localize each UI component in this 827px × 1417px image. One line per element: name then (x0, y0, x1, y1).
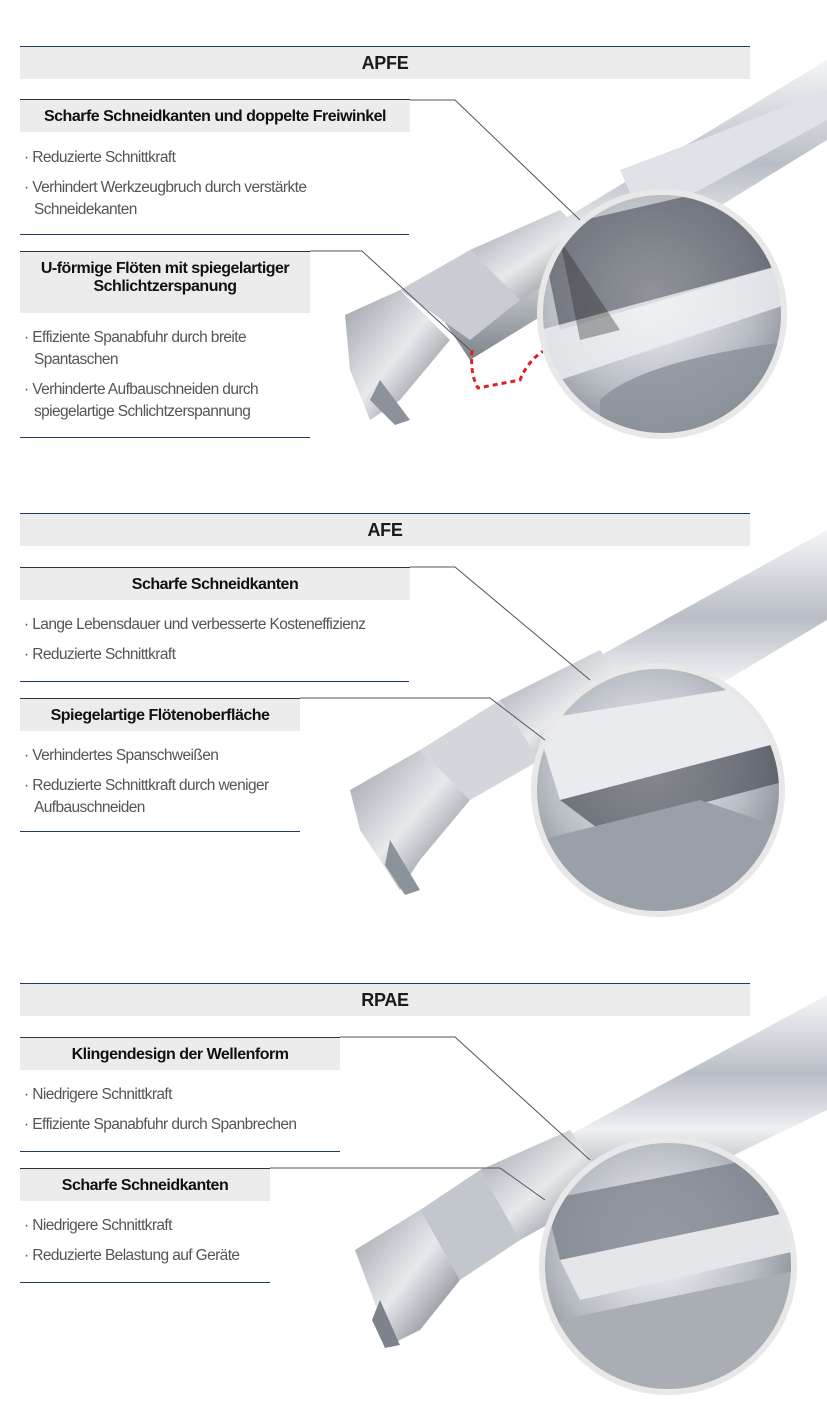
list-item: · Reduzierte Schnittkraft (20, 644, 420, 666)
divider (20, 681, 409, 682)
list-item: · Reduzierte Schnittkraft durch weniger Aufbauschneiden (20, 775, 315, 819)
feature-list (20, 327, 315, 431)
feature-heading: Scharfe Schneidkanten und doppelte Freiwinkel (20, 99, 410, 132)
feature-list (20, 1215, 280, 1275)
list-item: · Verhindertes Spanschweißen (20, 745, 315, 767)
list-item: · Reduzierte Belastung auf Geräte (20, 1245, 280, 1267)
list-item: · Verhindert Werkzeugbruch durch verstärkte Schneidekanten (20, 177, 410, 221)
divider (20, 831, 300, 832)
rpae-magnifier-icon (540, 1140, 800, 1400)
feature-list (20, 1084, 350, 1144)
feature-list (20, 614, 420, 674)
list-item: · Reduzierte Schnittkraft (20, 147, 410, 169)
feature-heading: Scharfe Schneidkanten (20, 1168, 270, 1201)
feature-heading: U-förmige Flöten mit spiegelartiger Schlichtzerspanung (20, 251, 310, 313)
section-title: RPAE (20, 983, 750, 1016)
list-item: · Effiziente Spanabfuhr durch Spanbrechen (20, 1114, 350, 1136)
apfe-magnifier-icon (530, 170, 800, 450)
list-item: · Niedrigere Schnittkraft (20, 1215, 280, 1237)
divider (20, 1282, 270, 1283)
list-item: · Lange Lebensdauer und verbesserte Kosteneffizienz (20, 614, 420, 636)
list-item: · Effiziente Spanabfuhr durch breite Spantaschen (20, 327, 315, 371)
section-title: APFE (20, 46, 750, 79)
list-item: · Verhinderte Aufbauschneiden durch spiegelartige Schlichtzerspannung (20, 379, 315, 423)
feature-heading: Spiegelartige Flötenoberfläche (20, 698, 300, 731)
divider (20, 234, 409, 235)
afe-magnifier-icon (530, 665, 790, 920)
feature-list (20, 147, 410, 229)
feature-list (20, 745, 315, 827)
section-title: AFE (20, 513, 750, 546)
divider (20, 1151, 340, 1152)
list-item: · Niedrigere Schnittkraft (20, 1084, 350, 1106)
feature-heading: Scharfe Schneidkanten (20, 567, 410, 600)
divider (20, 437, 310, 438)
feature-heading: Klingendesign der Wellenform (20, 1037, 340, 1070)
